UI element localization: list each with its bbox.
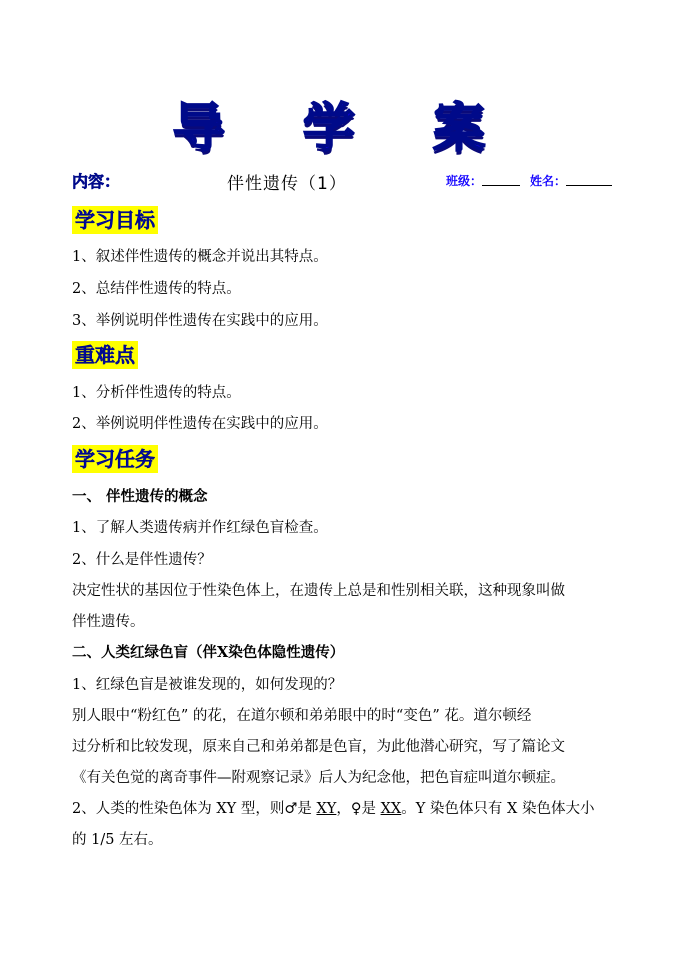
- objective-item: 3、举例说明伴性遗传在实践中的应用。: [72, 313, 328, 329]
- document-title: 导 学 案: [172, 99, 516, 159]
- key-points-heading: 重难点: [72, 341, 138, 369]
- key-point-item: 1、分析伴性遗传的特点。: [72, 385, 241, 401]
- part2-paragraph-line: 别人眼中“粉红色” 的花，在道尔顿和弟弟眼中的时“变色” 花。道尔顿经: [72, 708, 532, 724]
- part1-item: 1、了解人类遗传病并作红绿色盲检查。: [72, 520, 328, 536]
- part1-title: 一、 伴性遗传的概念: [72, 488, 208, 505]
- item2-prefix: 2、人类的性染色体为 XY 型，则♂是: [72, 801, 317, 817]
- class-blank[interactable]: [482, 185, 520, 186]
- male-chromosome-answer: XY: [316, 801, 337, 817]
- tasks-heading: 学习任务: [72, 445, 158, 473]
- info-row: [72, 165, 617, 195]
- part1-paragraph-line: 伴性遗传。: [72, 614, 145, 630]
- name-blank[interactable]: [566, 185, 612, 186]
- item2-suffix: 。Y 染色体只有 X 染色体大小: [401, 801, 595, 817]
- class-label: 班级：: [446, 174, 483, 188]
- part2-item: [72, 799, 620, 819]
- part2-paragraph-line: 《有关色觉的离奇事件—附观察记录》后人为纪念他，把色盲症叫道尔顿症。: [72, 770, 565, 786]
- lesson-topic: 伴性遗传（1）: [227, 174, 347, 194]
- content-label: 内容：: [72, 172, 121, 191]
- part2-item-continuation: 的 1/5 左右。: [72, 832, 163, 848]
- key-point-item: 2、举例说明伴性遗传在实践中的应用。: [72, 416, 328, 432]
- item2-mid: ，♀是: [336, 801, 381, 817]
- objective-item: 2、总结伴性遗传的特点。: [72, 281, 241, 297]
- part2-paragraph-line: 过分析和比较发现，原来自己和弟弟都是色盲，为此他潜心研究，写了篇论文: [72, 739, 565, 755]
- objectives-heading: 学习目标: [72, 206, 158, 234]
- part2-title: 二、人类红绿色盲（伴X染色体隐性遗传）: [72, 644, 345, 661]
- female-chromosome-answer: XX: [380, 801, 402, 817]
- part2-item: 1、红绿色盲是被谁发现的，如何发现的？: [72, 677, 343, 693]
- objective-item: 1、叙述伴性遗传的概念并说出其特点。: [72, 249, 328, 265]
- name-label: 姓名：: [530, 174, 567, 188]
- part1-item: 2、什么是伴性遗传？: [72, 552, 212, 568]
- part1-paragraph-line: 决定性状的基因位于性染色体上，在遗传上总是和性别相关联，这种现象叫做: [72, 583, 565, 599]
